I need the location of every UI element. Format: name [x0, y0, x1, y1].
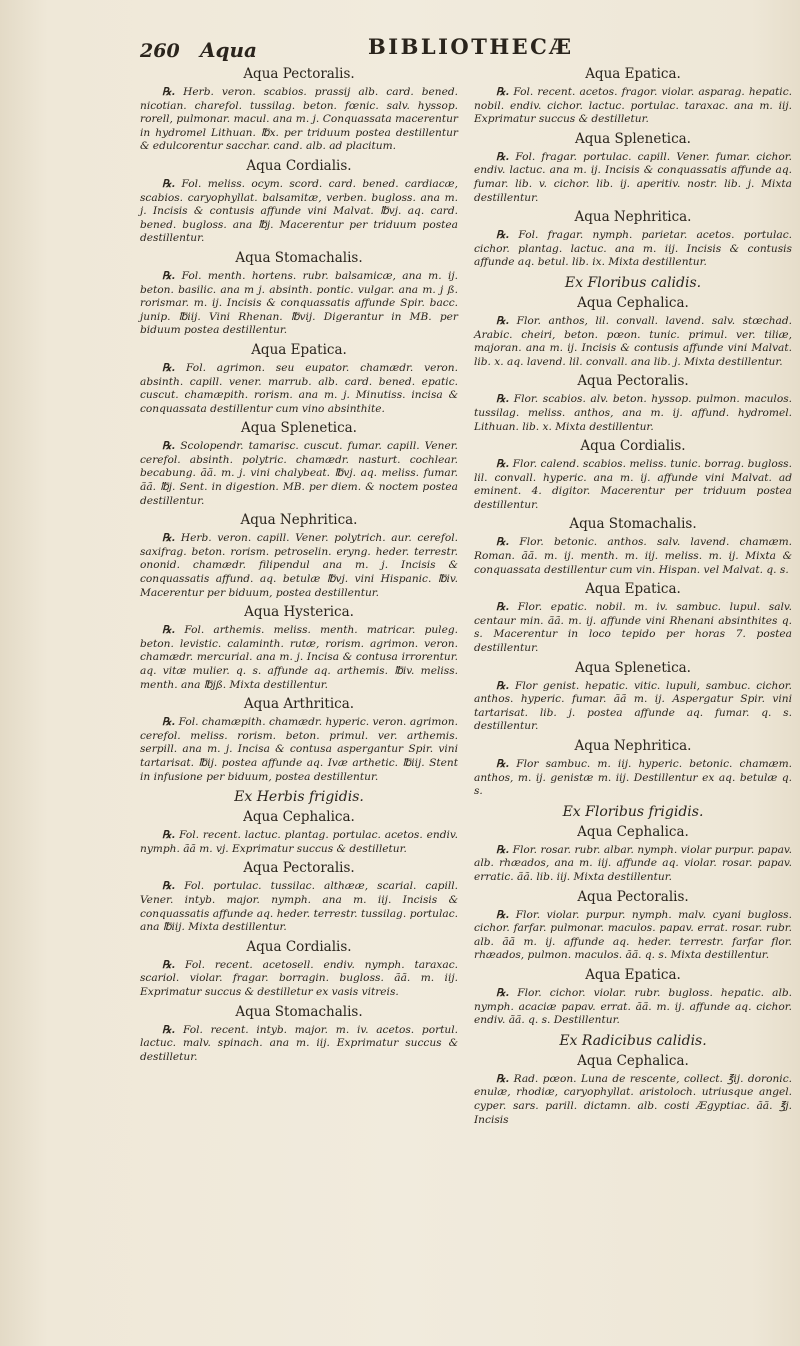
recipe-section — [140, 250, 458, 338]
recipe-heading: Aqua Nephritica. — [574, 738, 692, 754]
recipe-section — [140, 696, 458, 784]
recipe-text: ℞. Flor. anthos, lil. convall. lavend. salv. stœchad. Arabic. cheiri, beton. pœon. tunic. primul. ver. tiliæ, majoran. ana m. ij. Incisis & contusis affunde vini Malvat. lib. x. aq. lavend. lil. convall. ana lib. j. Mixta destillentur. — [474, 314, 792, 368]
recipe-text: ℞. Flor. calend. scabios. meliss. tunic. borrag. bugloss. lil. convall. hyperic. ana m. ij. affunde vini Malvat. ad eminent. 4. digitor. Macerentur per triduum postea destillentur. — [474, 458, 792, 511]
page-header — [0, 26, 800, 66]
recipe-heading: Aqua Pectoralis. — [577, 888, 689, 905]
recipe-heading: Aqua Cephalica. — [577, 294, 689, 311]
recipe-text: ℞. Flor. betonic. anthos. salv. lavend. chamæm. Roman. ãã. m. ij. menth. m. iij. meliss. m. ij. Mixta & conquassata destillentur cum vin. Hispan. vel Malvat. q. s. — [474, 536, 792, 576]
recipe-text: ℞. Fol. portulac. tussilac. althææ, scarial. capill. Vener. intyb. major. nymph. ana m. iij. Incisis & conquassatis affunde aq. heder. terrestr. tussilag. portulac. ana ℔iij. Mixta destillentur. — [140, 880, 458, 934]
page-number: 260 — [140, 40, 180, 62]
recipe-text: ℞. Fol. agrimon. seu eupator. chamædr. veron. absinth. capill. vener. marrub. alb. card. bened. epatic. cuscut. chamæpith. rorism. ana m. j. Minutiss. incisa & conquassata destillentur cum vino absinthite. — [140, 361, 458, 415]
recipe-section — [140, 342, 458, 416]
recipe-section — [474, 373, 792, 434]
recipe-heading: Aqua Cordialis. — [580, 438, 686, 455]
recipe-text: ℞. Fol. recent. lactuc. plantag. portulac. acetos. endiv. nymph. ãã m. vj. Exprimatur succus & destilletur. — [140, 829, 458, 855]
recipe-heading: Aqua Pectoralis. — [577, 373, 689, 390]
recipe-heading: Aqua Stomachalis. — [235, 1003, 363, 1020]
recipe-section — [140, 809, 458, 856]
recipe-section — [474, 209, 792, 270]
recipe-heading: Aqua Stomachalis. — [569, 516, 697, 533]
recipe-section — [474, 738, 792, 799]
recipe-text: ℞. Flor. cichor. violar. rubr. bugloss. hepatic. alb. nymph. acaciæ papav. errat. ãã. m. ij. affunde aq. cichor. endiv. ãã. q. s. Destillentur. — [474, 986, 792, 1027]
left-column — [140, 64, 458, 1068]
recipe-heading: Aqua Hysterica. — [244, 604, 354, 621]
recipe-heading: Aqua Nephritica. — [574, 209, 692, 226]
recipe-text: ℞. Fol. recent. acetosell. endiv. nymph. taraxac. scariol. violar. fragar. borragin. bugloss. ãã. m. iij. Exprimatur succus & destilletur ex vasis vitreis. — [140, 958, 458, 998]
recipe-section — [474, 660, 792, 734]
recipe-heading: Aqua Cephalica. — [243, 809, 355, 826]
recipe-text: ℞. Fol. recent. intyb. major. m. iv. acetos. portul. lactuc. malv. spinach. ana m. iij. Exprimatur succus & destilletur. — [140, 1023, 458, 1063]
recipe-heading: Aqua Nephritica. — [240, 512, 358, 529]
recipe-section — [474, 516, 792, 577]
recipe-section — [474, 967, 792, 1028]
recipe-heading: Aqua Pectoralis. — [243, 66, 355, 82]
recipe-heading: Aqua Stomachalis. — [235, 249, 363, 266]
recipe-text: ℞. Fol. recent. acetos. fragor. violar. asparag. hepatic. nobil. endiv. cichor. lactuc. portulac. taraxac. ana m. iij. Exprimatur succus & destilletur. — [474, 86, 792, 126]
recipe-text: ℞. Flor genist. hepatic. vitic. lupuli, sambuc. cichor. anthos. hyperic. fumar. ãã m. ij. Aspergatur Spir. vini tartarisat. lib. j. postea affunde aq. fumar. q. s. destillentur. — [474, 679, 792, 733]
recipe-text: ℞. Flor sambuc. m. iij. hyperic. betonic. chamæm. anthos, m. ij. genistæ m. iij. Destillentur ex aq. betulæ q. s. — [474, 758, 792, 798]
recipe-heading: Aqua Cephalica. — [577, 823, 689, 840]
recipe-text: ℞. Fol. meliss. ocym. scord. card. bened. cardiacæ, scabios. caryophyllat. balsamitæ, verben. bugloss. ana m. j. Incisis & contusis affunde vini Malvat. ℔vj. aq. card. bened. bugloss. ana ℔j. Macerentur per triduum postea destillentur. — [140, 177, 458, 245]
recipe-text: ℞. Flor. epatic. nobil. m. iv. sambuc. lupul. salv. centaur min. ãã. m. ij. affunde vini Rhenani absinthites q. s. Macerentur in loco tepido per horas 7. postea destillentur. — [474, 601, 792, 655]
recipe-heading: Aqua Cordialis. — [246, 157, 352, 174]
recipe-heading: Aqua Cordialis. — [246, 938, 352, 955]
recipe-section — [140, 604, 458, 692]
running-head: Aqua — [200, 38, 258, 62]
category-heading: Ex Radicibus calidis. — [559, 1032, 707, 1049]
recipe-section — [140, 860, 458, 934]
recipe-heading: Aqua Cephalica. — [577, 1052, 689, 1069]
page-title: BIBLIOTHECÆ — [368, 34, 574, 59]
recipe-text: ℞. Rad. pœon. Luna de rescente, collect. ℥ij. doronic. enulæ, rhodiæ, caryophyllat. aristoloch. utriusque angel. cyper. sars. parill. dictamn. alb. costi Ægyptiac. ãã. ℥j. Incisis — [474, 1072, 792, 1126]
recipe-text: ℞. Herb. veron. scabios. prassij alb. card. bened. nicotian. charefol. tussilag. beton. fœnic. salv. hyssop. rorell, pulmonar. macul. ana m. j. Conquassata macerentur in hydromel Lithuan. ℔x. per triduum postea destillentur & edulcorentur sacchar. cand. alb. ad placitum. — [140, 86, 458, 153]
recipe-text: ℞. Flor. violar. purpur. nymph. malv. cyani bugloss. cichor. farfar. pulmonar. maculos. papav. errat. rosar. rubr. alb. ãã m. ij. affunde aq. heder. terrestr. farfar flor. rhæados, pulmon. maculos. ãã. q. s. Mixta destillentur. — [474, 908, 792, 962]
recipe-section — [140, 939, 458, 1000]
category-heading: Ex Floribus frigidis. — [562, 803, 704, 820]
recipe-section — [140, 1004, 458, 1065]
recipe-text: ℞. Fol. chamæpith. chamædr. hyperic. veron. agrimon. cerefol. meliss. rorism. beton. primul. ver. arthemis. serpill. ana m. j. Incisa & contusa aspergantur Spir. vini tartarisat. ℔ij. postea affunde aq. Ivæ arthetic. ℔iij. Stent in infusione per biduum, postea destillentur. — [140, 716, 458, 783]
recipe-text: ℞. Fol. arthemis. meliss. menth. matricar. puleg. beton. levistic. calaminth. rutæ, rorism. agrimon. veron. chamædr. mercurial. ana m. j. Incisa & contusa irrorentur. aq. vitæ mulier. q. s. affunde aq. arthemis. ℔iv. meliss. menth. ana ℔jß. Mixta destillentur. — [140, 624, 458, 691]
recipe-section — [474, 66, 792, 127]
recipe-section — [140, 512, 458, 600]
recipe-heading: Aqua Pectoralis. — [243, 860, 355, 877]
recipe-section — [474, 438, 792, 512]
recipe-section — [140, 158, 458, 246]
recipe-heading: Aqua Splenetica. — [575, 659, 691, 676]
category-heading: Ex Floribus calidis. — [564, 274, 702, 291]
recipe-heading: Aqua Epatica. — [251, 341, 347, 358]
recipe-heading: Aqua Epatica. — [585, 581, 681, 598]
recipe-text: ℞. Fol. fragar. portulac. capill. Vener. fumar. cichor. endiv. lactuc. ana m. ij. Incisis & conquassatis affunde aq. fumar. lib. v. cichor. lib. ij. aperitiv. nostr. lib. j. Mixta destillentur. — [474, 150, 792, 204]
recipe-text: ℞. Scolopendr. tamarisc. cuscut. fumar. capill. Vener. cerefol. absinth. polytric. chamædr. nasturt. cochlear. becabung. ãã. m. j. vini chalybeat. ℔vj. aq. meliss. fumar. ãã. ℔j. Sent. in digestion. MB. per diem. & noctem postea destillentur. — [140, 440, 458, 507]
recipe-section — [140, 66, 458, 154]
recipe-text: ℞. Fol. menth. hortens. rubr. balsamicæ, ana m. ij. beton. basilic. ana m j. absinth. pontic. vulgar. ana m. j ß. rorismar. m. ij. Incisis & conquassatis affunde Spir. bacc. junip. ℔iij. Vini Rhenan. ℔vij. Digerantur in MB. per biduum postea destillentur. — [140, 269, 458, 337]
recipe-text: ℞. Flor. scabios. alv. beton. hyssop. pulmon. maculos. tussilag. meliss. anthos, ana m. ij. affund. hydromel. Lithuan. lib. x. Mixta destillentur. — [474, 393, 792, 433]
recipe-text: ℞. Flor. rosar. rubr. albar. nymph. violar purpur. papav. alb. rhæados, ana m. iij. affunde aq. violar. rosar. papav. erratic. ãã. lib. iij. Mixta destillentur. — [474, 843, 792, 883]
category-heading: Ex Herbis frigidis. — [234, 789, 364, 806]
recipe-section — [474, 581, 792, 655]
right-column — [474, 64, 792, 1131]
recipe-section — [474, 889, 792, 963]
recipe-heading: Aqua Arthritica. — [243, 696, 355, 713]
recipe-section — [474, 131, 792, 205]
recipe-section — [474, 1053, 792, 1127]
recipe-heading: Aqua Epatica. — [585, 66, 681, 82]
recipe-text: ℞. Fol. fragar. nymph. parietar. acetos. portulac. cichor. plantag. lactuc. ana m. iij. Incisis & contusis affunde aq. betul. lib. ix. Mixta destillentur. — [474, 229, 792, 269]
recipe-text: ℞. Herb. veron. capill. Vener. polytrich. aur. cerefol. saxifrag. beton. rorism. petroselin. eryng. heder. terrestr. ononid. chamædr. filipendul ana m. j. Incisis & conquassatis affund. aq. betulæ ℔vj. vini Hispanic. ℔iv. Macerentur per biduum, postea destillentur. — [140, 532, 458, 599]
recipe-heading: Aqua Splenetica. — [241, 420, 357, 437]
recipe-heading: Aqua Splenetica. — [575, 130, 691, 147]
recipe-section — [140, 420, 458, 508]
recipe-section — [474, 824, 792, 885]
recipe-heading: Aqua Epatica. — [585, 966, 681, 983]
recipe-section — [474, 295, 792, 369]
